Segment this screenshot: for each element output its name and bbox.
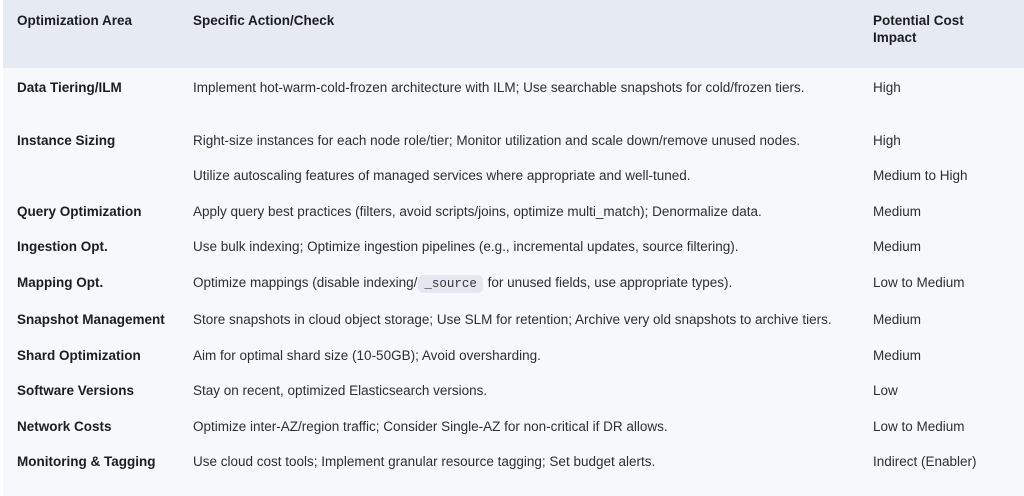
table-row xyxy=(3,229,1024,265)
column-header-potential-cost-impact: Potential Cost Impact xyxy=(859,0,1024,68)
cell-specific-action: Utilize autoscaling features of managed services where appropriate and well-tuned. xyxy=(179,158,859,194)
cell-specific-action: Optimize mappings (disable indexing/ _source for unused fields, use appropriate types). xyxy=(179,265,859,303)
inline-code-source: _source xyxy=(418,275,483,293)
cell-potential-cost-impact: High xyxy=(859,68,1024,123)
cell-specific-action: Use cloud cost tools; Implement granular resource tagging; Set budget alerts. xyxy=(179,444,859,480)
cell-optimization-area: Query Optimization xyxy=(3,194,179,230)
table-body xyxy=(3,68,1024,480)
cell-specific-action: Stay on recent, optimized Elasticsearch versions. xyxy=(179,373,859,409)
cell-optimization-area: Ingestion Opt. xyxy=(3,229,179,265)
cell-specific-action: Use bulk indexing; Optimize ingestion pipelines (e.g., incremental updates, source filtering). xyxy=(179,229,859,265)
cell-specific-action: Right-size instances for each node role/tier; Monitor utilization and scale down/remove unused nodes. xyxy=(179,123,859,159)
cell-optimization-area: Network Costs xyxy=(3,409,179,445)
table-row xyxy=(3,409,1024,445)
table-row xyxy=(3,265,1024,303)
cell-optimization-area: Monitoring & Tagging xyxy=(3,444,179,480)
column-header-optimization-area: Optimization Area xyxy=(3,0,179,68)
cell-specific-action: Aim for optimal shard size (10-50GB); Avoid oversharding. xyxy=(179,338,859,374)
table-header-row xyxy=(3,0,1024,68)
cell-optimization-area xyxy=(3,158,179,194)
cell-optimization-area: Software Versions xyxy=(3,373,179,409)
table-header xyxy=(3,0,1024,68)
cell-potential-cost-impact: Medium xyxy=(859,338,1024,374)
table-row xyxy=(3,158,1024,194)
cell-potential-cost-impact: Low to Medium xyxy=(859,265,1024,303)
cell-optimization-area: Snapshot Management xyxy=(3,302,179,338)
column-header-specific-action: Specific Action/Check xyxy=(179,0,859,68)
cell-potential-cost-impact: Low to Medium xyxy=(859,409,1024,445)
table-row xyxy=(3,338,1024,374)
table-row xyxy=(3,373,1024,409)
table-row xyxy=(3,444,1024,480)
table-row xyxy=(3,123,1024,159)
cell-potential-cost-impact: Medium xyxy=(859,302,1024,338)
cell-specific-action: Store snapshots in cloud object storage; Use SLM for retention; Archive very old snapshots to archive tiers. xyxy=(179,302,859,338)
cell-specific-action: Optimize inter-AZ/region traffic; Consider Single-AZ for non-critical if DR allows. xyxy=(179,409,859,445)
cell-potential-cost-impact: Medium xyxy=(859,229,1024,265)
table-row xyxy=(3,194,1024,230)
cell-potential-cost-impact: Indirect (Enabler) xyxy=(859,444,1024,480)
cell-optimization-area: Mapping Opt. xyxy=(3,265,179,303)
cell-potential-cost-impact: Medium to High xyxy=(859,158,1024,194)
cell-specific-action: Apply query best practices (filters, avoid scripts/joins, optimize multi_match); Denormalize data. xyxy=(179,194,859,230)
cell-potential-cost-impact: Low xyxy=(859,373,1024,409)
table-row xyxy=(3,68,1024,123)
cell-potential-cost-impact: High xyxy=(859,123,1024,159)
optimization-table-container xyxy=(3,0,1024,496)
table-row xyxy=(3,302,1024,338)
cell-specific-action: Implement hot-warm-cold-frozen architecture with ILM; Use searchable snapshots for cold/frozen tiers. xyxy=(179,68,859,123)
cell-optimization-area: Instance Sizing xyxy=(3,123,179,159)
cell-potential-cost-impact: Medium xyxy=(859,194,1024,230)
cell-optimization-area: Data Tiering/ILM xyxy=(3,68,179,123)
optimization-table xyxy=(3,0,1024,480)
cell-optimization-area: Shard Optimization xyxy=(3,338,179,374)
